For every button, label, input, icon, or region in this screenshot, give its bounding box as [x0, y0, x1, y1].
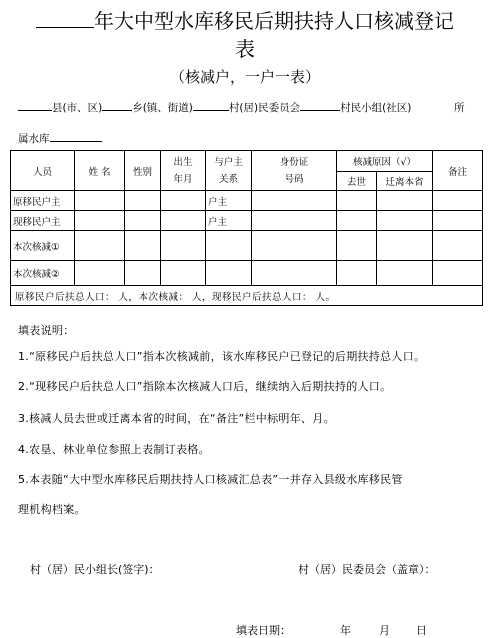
remark-cell[interactable]: [433, 231, 483, 261]
row-label: 现移民户主: [11, 211, 75, 231]
county-blank[interactable]: [18, 110, 52, 111]
group-leader-signature: 村（居）民小组长(签字)：: [30, 563, 160, 576]
moved-cell[interactable]: [377, 231, 433, 261]
group-blank[interactable]: [300, 110, 340, 111]
header-person: 人员: [11, 151, 75, 191]
population-summary: 原移民户后扶总人口： 人，本次核减： 人，现移民户后扶总人口： 人。: [11, 286, 483, 306]
deceased-cell[interactable]: [337, 231, 377, 261]
header-name: 姓 名: [75, 151, 125, 191]
header-moved: 迁离本省: [377, 172, 433, 191]
village-blank[interactable]: [193, 110, 229, 111]
birth-cell[interactable]: [161, 211, 206, 231]
name-cell[interactable]: [75, 191, 125, 211]
header-deceased: 去世: [337, 172, 377, 191]
row-label: 原移民户主: [11, 191, 75, 211]
relation-cell[interactable]: [206, 231, 252, 261]
id-cell[interactable]: [252, 261, 337, 286]
header-birth: 出生 年月: [161, 151, 206, 191]
id-cell[interactable]: [252, 211, 337, 231]
moved-cell[interactable]: [377, 211, 433, 231]
table-row: [11, 211, 483, 231]
name-cell[interactable]: [75, 261, 125, 286]
note-item: 5.本表随“大中型水库移民后期扶持人口核减汇总表”一并存入县级水库移民管: [18, 473, 403, 486]
moved-cell[interactable]: [377, 191, 433, 211]
deceased-cell[interactable]: [337, 191, 377, 211]
fill-date-year: 年: [340, 624, 351, 637]
fill-date-day: 日: [416, 624, 427, 637]
gender-cell[interactable]: [125, 231, 161, 261]
name-cell[interactable]: [75, 211, 125, 231]
notes-heading: 填表说明：: [18, 324, 75, 337]
note-item: 4.农垦、林业单位参照上表制订表格。: [18, 443, 210, 456]
id-cell[interactable]: [252, 191, 337, 211]
table-row: [11, 231, 483, 261]
note-item: 3.核减人员去世或迁离本省的时间，在“备注”栏中标明年、月。: [18, 412, 335, 425]
address-line: 县(市、区) 乡(镇、街道) 村(居)民委员会 村民小组(社区): [18, 100, 411, 115]
row-label: 本次核减①: [11, 231, 75, 261]
note-item: 1.“原移民户后扶总人口”指本次核减前，该水库移民户已登记的后期扶持总人口。: [18, 350, 426, 363]
gender-cell[interactable]: [125, 211, 161, 231]
remark-cell[interactable]: [433, 191, 483, 211]
birth-cell[interactable]: [161, 231, 206, 261]
table-row: [11, 261, 483, 286]
header-remark: 备注: [433, 151, 483, 191]
relation-cell: 户主: [206, 191, 252, 211]
table-row: [11, 191, 483, 211]
fill-date-month: 月: [379, 624, 390, 637]
form-title-line-1: 年大中型水库移民后期扶持人口核减登记: [0, 8, 490, 34]
gender-cell[interactable]: [125, 191, 161, 211]
name-cell[interactable]: [75, 231, 125, 261]
reservoir-line: 属水库: [18, 131, 102, 146]
birth-cell[interactable]: [161, 261, 206, 286]
birth-cell[interactable]: [161, 191, 206, 211]
header-relation: 与户主 关系: [206, 151, 252, 191]
title-blank[interactable]: [36, 27, 94, 28]
header-id-number: 身份证 号码: [252, 151, 337, 191]
remark-cell[interactable]: [433, 261, 483, 286]
header-reason: 核减原因（√）: [337, 151, 433, 172]
committee-seal: 村（居）民委员会（盖章）：: [298, 563, 436, 576]
moved-cell[interactable]: [377, 261, 433, 286]
form-title-line-2: 表: [235, 37, 255, 61]
id-cell[interactable]: [252, 231, 337, 261]
form-subtitle: （核减户，一户一表）: [169, 68, 320, 86]
header-gender: 性别: [125, 151, 161, 191]
deceased-cell[interactable]: [337, 261, 377, 286]
relation-cell[interactable]: [206, 261, 252, 286]
fill-date-label: 填表日期：: [236, 624, 291, 637]
remark-cell[interactable]: [433, 211, 483, 231]
row-label: 本次核减②: [11, 261, 75, 286]
deceased-cell[interactable]: [337, 211, 377, 231]
relation-cell: 户主: [206, 211, 252, 231]
reservoir-blank[interactable]: [50, 141, 102, 142]
address-belong: 所: [454, 102, 465, 114]
note-item: 理机构档案。: [18, 503, 86, 516]
gender-cell[interactable]: [125, 261, 161, 286]
town-blank[interactable]: [102, 110, 132, 111]
registration-table: [10, 150, 483, 306]
note-item: 2.“现移民户后扶总人口”指除本次核减人口后，继续纳入后期扶持的人口。: [18, 380, 392, 393]
